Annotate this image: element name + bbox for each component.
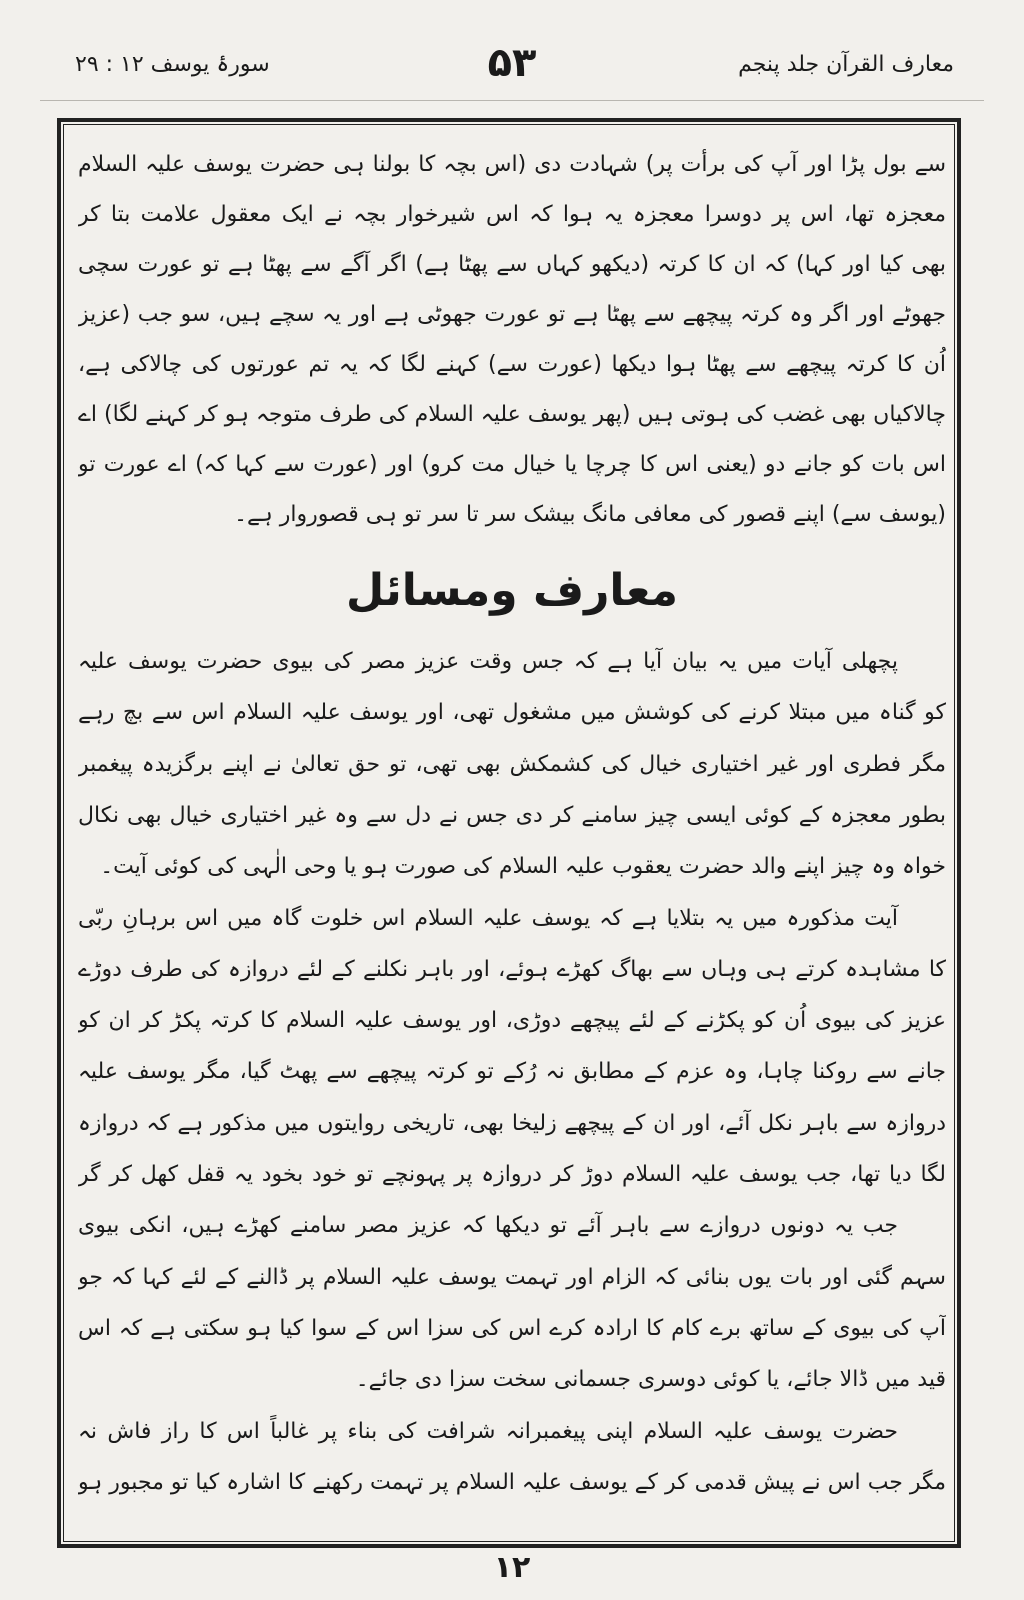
text-line: سہم گئی اور بات یوں بنائی کہ الزام اور تہمت یوسف علیہ السلام پر ڈالنے کے لئے کہا کہ جو xyxy=(78,1264,946,1290)
text-line: بھی کیا اور کہا) کہ ان کا کرتہ (دیکھو کہاں سے پھٹا ہے) اگر آگے سے پھٹا ہے تو عورت سچی xyxy=(78,252,946,277)
text-line: خواہ وہ چیز اپنے والد حضرت یعقوب علیہ السلام کی صورت ہو یا وحی الٰہی کی کوئی آیت۔ xyxy=(100,854,946,880)
text-line: جانے سے روکنا چاہا، وہ عزم کے مطابق نہ رُکے تو کرتہ پیچھے سے پھٹ گیا، مگر یوسف علیہ xyxy=(78,1059,946,1085)
section-heading: معارف ومسائل xyxy=(345,565,679,616)
page-number: ۵۳ xyxy=(487,40,537,86)
text-line: قید میں ڈالا جائے، یا کوئی دوسری جسمانی سخت سزا دی جائے۔ xyxy=(355,1367,946,1393)
text-line: اس بات کو جانے دو (یعنی اس کا چرچا یا خیال مت کرو) اور (عورت سے کہا کہ) اے عورت تو xyxy=(78,452,946,477)
text-line: لگا دیا تھا، جب یوسف علیہ السلام دوڑ کر دروازہ پر پہونچے تو خود بخود یہ قفل کھل کر گر xyxy=(78,1162,946,1187)
text-line: اُن کا کرتہ پیچھے سے پھٹا ہوا دیکھا (عورت سے) کہنے لگا کہ یہ تم عورتوں کی چالاکی ہے، xyxy=(78,352,946,377)
text-line: کا مشاہدہ کرتے ہی وہاں سے بھاگ کھڑے ہوئے، اور باہر نکلنے کے لئے دروازہ کی طرف دوڑے xyxy=(78,956,946,982)
text-line: پچھلی آیات میں یہ بیان آیا ہے کہ جس وقت عزیز مصر کی بیوی حضرت یوسف علیہ xyxy=(78,649,898,674)
text-line: جب یہ دونوں دروازے سے باہر آئے تو دیکھا کہ عزیز مصر سامنے کھڑے ہیں، انکی بیوی xyxy=(78,1213,898,1239)
text-line: بطور معجزہ کے کوئی ایسی چیز سامنے کر دی جس نے دل سے وہ غیر اختیاری خیال بھی نکال xyxy=(78,802,946,828)
text-line: چالاکیاں بھی غضب کی ہوتی ہیں (پھر یوسف علیہ السلام کی طرف متوجہ ہو کر کہنے لگا) اے xyxy=(78,402,946,427)
text-line: جھوٹے اور اگر وہ کرتہ پیچھے سے پھٹا ہے تو عورت جھوٹی ہے اور یہ سچے ہیں، سو جب (عزیز xyxy=(78,302,946,327)
text-line: (یوسف سے) اپنے قصور کی معافی مانگ بیشک سر تا سر تو ہی قصوروار ہے۔ xyxy=(234,502,946,527)
text-line: سے بول پڑا اور آپ کی برأت پر) شہادت دی (اس بچہ کا بولنا ہی حضرت یوسف علیہ السلام xyxy=(78,152,946,177)
header-rule xyxy=(40,100,984,101)
text-line: آپ کی بیوی کے ساتھ برے کام کا ارادہ کرے اس کی سزا اس کے سوا کیا ہو سکتی ہے کہ اس xyxy=(78,1315,946,1341)
text-line: معجزہ تھا، اس پر دوسرا معجزہ یہ ہوا کہ اس شیرخوار بچہ نے ایک معقول علامت بتا کر xyxy=(78,202,946,227)
book-title: معارف القرآن جلد پنجم xyxy=(738,52,954,77)
text-line: حضرت یوسف علیہ السلام اپنی پیغمبرانہ شرافت کی بناء پر غالباً اس کا راز فاش نہ xyxy=(78,1418,898,1444)
text-line: مگر جب اس نے پیش قدمی کر کے یوسف علیہ السلام پر تہمت رکھنے کا اشارہ کیا تو مجبور ہو xyxy=(78,1469,946,1495)
signature-mark: ۱۲ xyxy=(493,1550,531,1585)
text-line: دروازہ سے باہر نکل آئے، اور ان کے پیچھے زلیخا بھی، تاریخی روایتوں میں مذکور ہے کہ دروازہ xyxy=(78,1110,946,1136)
text-line: عزیز کی بیوی اُن کو پکڑنے کے لئے پیچھے دوڑی، اور یوسف علیہ السلام کا کرتہ پکڑ کر ان کو xyxy=(78,1008,946,1034)
text-line: مگر فطری اور غیر اختیاری خیال کی کشمکش بھی تھی، تو حق تعالیٰ نے اپنے برگزیدہ پیغمبر xyxy=(78,751,946,777)
text-line: کو گناہ میں مبتلا کرنے کی کوشش میں مشغول تھی، اور یوسف علیہ السلام اس سے بچ رہے xyxy=(78,700,946,726)
text-line: آیت مذکورہ میں یہ بتلایا ہے کہ یوسف علیہ السلام اس خلوت گاہ میں اس برہانِ ربّی xyxy=(78,905,898,931)
surah-reference: سورۂ یوسف ۱۲ : ۲۹ xyxy=(75,52,270,77)
